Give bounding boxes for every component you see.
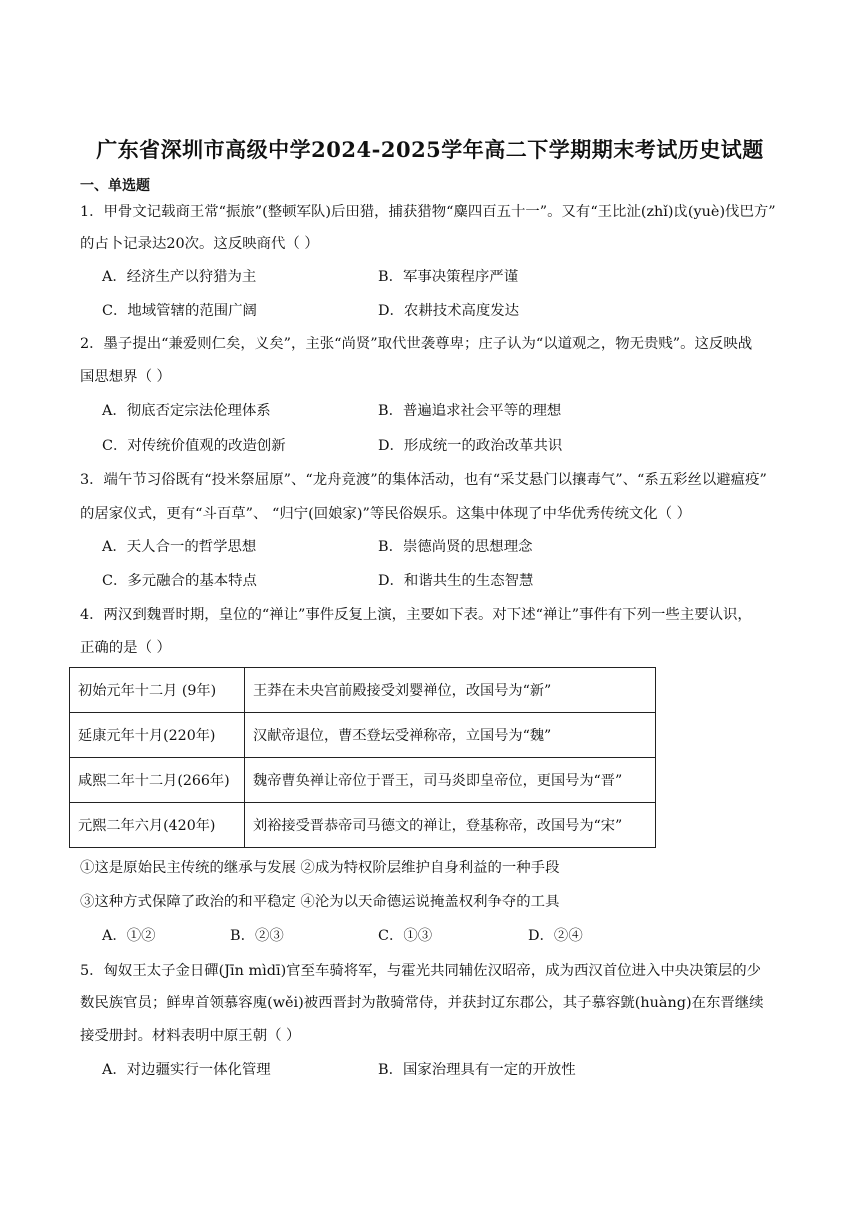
- q3-option-b: B．崇德尚贤的思想理念: [378, 539, 533, 555]
- q4-option-b: B．②③: [230, 928, 284, 944]
- q4-option-c: C．①③: [378, 928, 433, 944]
- table-cell-event: 刘裕接受晋恭帝司马德文的禅让，登基称帝，改国号为“宋”: [245, 803, 656, 848]
- q2-stem-line1: 2．墨子提出“兼爱则仁矣，义矣”，主张“尚贤”取代世袭尊卑；庄子认为“以道观之，物无贵贱”。这反映战: [80, 336, 753, 352]
- q2-stem-line2: 国思想界（ ）: [80, 369, 171, 385]
- table-row: [70, 668, 656, 713]
- q3-stem-line2: 的居家仪式，更有“斗百草”、 “归宁(回娘家)”等民俗娱乐。这集中体现了中华优秀传统文化（ ）: [80, 506, 692, 522]
- q3-option-d: D．和谐共生的生态智慧: [378, 573, 534, 589]
- q4-statements-line2: ③这种方式保障了政治的和平稳定 ④沦为以天命德运说掩盖权利争夺的工具: [80, 894, 560, 910]
- table-cell-date: 咸熙二年十二月(266年): [70, 758, 245, 803]
- section-heading: 一、单选题: [80, 178, 150, 194]
- q3-stem-line1: 3．端午节习俗既有“投米祭屈原”、“龙舟竞渡”的集体活动，也有“采艾悬门以攘毒气”、“系五彩丝以避瘟疫”: [80, 472, 767, 488]
- table-cell-date: 元熙二年六月(420年): [70, 803, 245, 848]
- q3-option-a: A．天人合一的哲学思想: [102, 539, 257, 555]
- q1-option-d: D．农耕技术高度发达: [378, 303, 520, 319]
- table-row: [70, 803, 656, 848]
- q5-stem-line3: 接受册封。材料表明中原王朝（ ）: [80, 1028, 301, 1044]
- table-row: [70, 713, 656, 758]
- table-cell-event: 汉献帝退位，曹丕登坛受禅称帝，立国号为“魏”: [245, 713, 656, 758]
- q5-option-a: A．对边疆实行一体化管理: [102, 1062, 271, 1078]
- page-title: 广东省深圳市高级中学2024-2025学年高二下学期期末考试历史试题: [96, 137, 764, 162]
- q2-option-b: B．普遍追求社会平等的理想: [378, 403, 562, 419]
- q4-option-d: D．②④: [528, 928, 583, 944]
- q1-option-c: C．地域管辖的范围广阔: [102, 303, 257, 319]
- q5-stem-line1: 5．匈奴王太子金日磾(Jīn mìdī)官至车骑将军，与霍光共同辅佐汉昭帝，成为西汉首位进入中央决策层的少: [80, 963, 762, 979]
- table-cell-event: 王莽在未央宫前殿接受刘婴禅位，改国号为“新”: [245, 668, 656, 713]
- q1-stem-line2: 的占卜记录达20次。这反映商代（ ）: [80, 236, 319, 252]
- q5-option-b: B．国家治理具有一定的开放性: [378, 1062, 576, 1078]
- q2-option-a: A．彻底否定宗法伦理体系: [102, 403, 271, 419]
- q1-option-a: A．经济生产以狩猎为主: [102, 269, 257, 285]
- table-cell-date: 延康元年十月(220年): [70, 713, 245, 758]
- q1-option-b: B．军事决策程序严谨: [378, 269, 519, 285]
- q3-option-c: C．多元融合的基本特点: [102, 573, 257, 589]
- abdication-table: [69, 667, 656, 848]
- q4-stem-line1: 4．两汉到魏晋时期，皇位的“禅让”事件反复上演，主要如下表。对下述“禅让”事件有下列一些主要认识，: [80, 607, 752, 623]
- q4-stem-line2: 正确的是（ ）: [80, 640, 171, 656]
- table-cell-date: 初始元年十二月 (9年): [70, 668, 245, 713]
- table-cell-event: 魏帝曹奂禅让帝位于晋王，司马炎即皇帝位，更国号为“晋”: [245, 758, 656, 803]
- q2-option-d: D．形成统一的政治改革共识: [378, 438, 563, 454]
- q2-option-c: C．对传统价值观的改造创新: [102, 438, 286, 454]
- q4-option-a: A．①②: [102, 928, 156, 944]
- q4-statements-line1: ①这是原始民主传统的继承与发展 ②成为特权阶层维护自身利益的一种手段: [80, 860, 560, 876]
- table-row: [70, 758, 656, 803]
- q5-stem-line2: 数民族官员；鲜卑首领慕容廆(wěi)被西晋封为散骑常侍，并获封辽东郡公，其子慕容皝(huàng)在东晋继续: [80, 995, 764, 1011]
- q1-stem-line1: 1．甲骨文记载商王常“振旅”(整顿军队)后田猎，捕获猎物“麋四百五十一”。又有“王比沚(zhǐ)戉(yuè)伐巴方”: [80, 204, 776, 220]
